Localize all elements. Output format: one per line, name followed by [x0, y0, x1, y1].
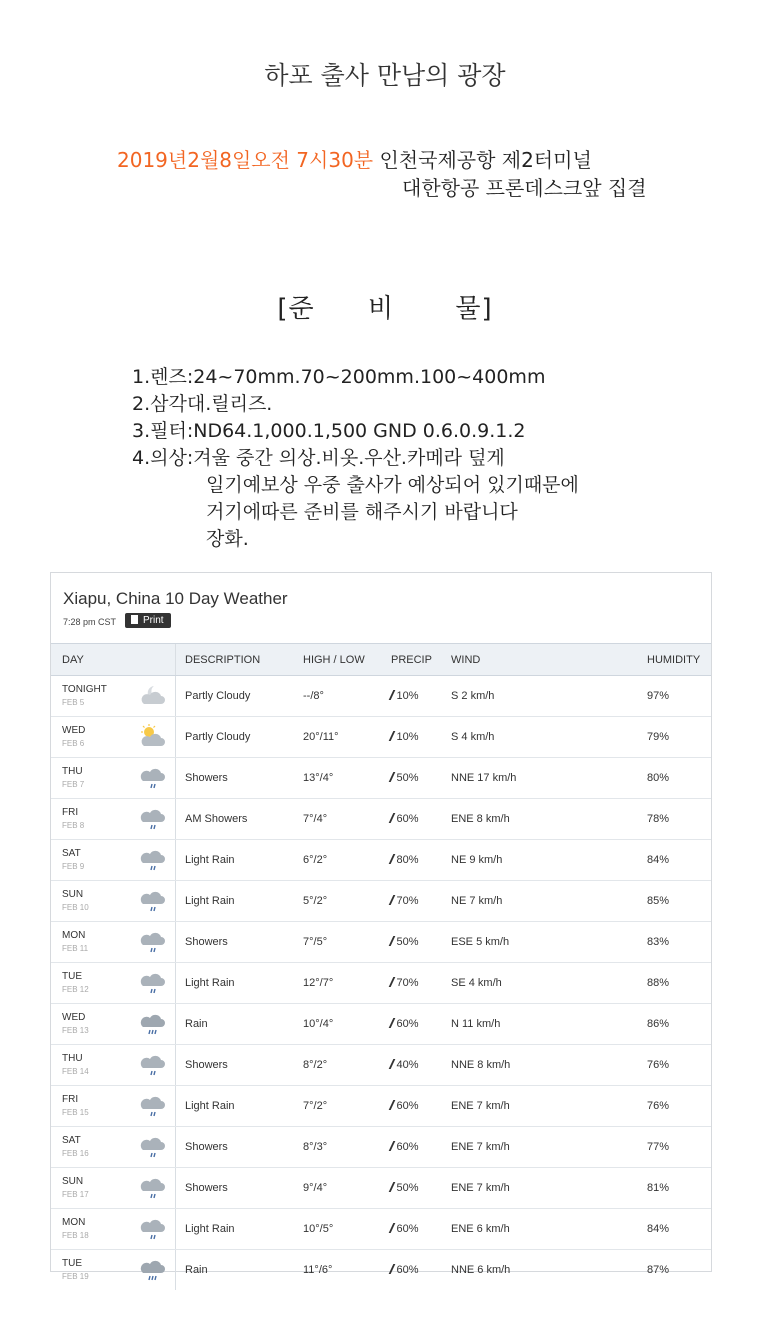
- table-row: [51, 963, 711, 1004]
- column-separator: [175, 644, 176, 675]
- high-temp: 9°: [303, 1182, 314, 1194]
- high-temp: 6°: [303, 854, 314, 866]
- low-temp: 8°: [313, 690, 324, 702]
- precip-value: 50%: [396, 1182, 419, 1194]
- weather-title: Xiapu, China 10 Day Weather: [63, 589, 288, 608]
- column-separator: [175, 1250, 176, 1290]
- humidity: 84%: [647, 854, 670, 866]
- humidity: 88%: [647, 977, 670, 989]
- wind: NNE 6 km/h: [451, 1264, 511, 1276]
- high-low: 7°/5°: [303, 936, 328, 948]
- meeting-place-line2: 대한항공 프론데스크앞 집결: [402, 176, 647, 200]
- precip-value: 70%: [396, 977, 419, 989]
- precip-icon: [389, 772, 395, 782]
- precip-icon: [389, 1018, 395, 1028]
- meeting-place-line1: 인천국제공항 제2터미널: [379, 148, 592, 172]
- precip: [391, 1018, 419, 1030]
- column-separator: [175, 1209, 176, 1249]
- precip-value: 60%: [396, 813, 419, 825]
- column-separator: [175, 676, 176, 716]
- humidity: 97%: [647, 690, 670, 702]
- humidity: 81%: [647, 1182, 670, 1194]
- high-low: 10°/4°: [303, 1018, 334, 1030]
- precip-value: 50%: [396, 936, 419, 948]
- precip-icon: [389, 1059, 395, 1069]
- col-high-low: HIGH / LOW: [303, 654, 365, 666]
- day-date: FEB 12: [62, 985, 89, 994]
- high-temp: 12°: [303, 977, 320, 989]
- print-label: Print: [143, 615, 164, 626]
- high-low: 12°/7°: [303, 977, 334, 989]
- wind: NNE 8 km/h: [451, 1059, 511, 1071]
- description: Showers: [185, 1141, 228, 1153]
- column-separator: [175, 758, 176, 798]
- high-temp: 10°: [303, 1223, 320, 1235]
- low-temp: 5°: [316, 936, 328, 948]
- precip-icon: [389, 895, 395, 905]
- day-date: FEB 17: [62, 1190, 89, 1199]
- day-date: FEB 9: [62, 862, 85, 871]
- day-date: FEB 10: [62, 903, 89, 912]
- day-date: FEB 15: [62, 1108, 89, 1117]
- table-row: [51, 1045, 711, 1086]
- humidity: 78%: [647, 813, 670, 825]
- humidity: 87%: [647, 1264, 670, 1276]
- precip: [391, 731, 419, 743]
- description: Light Rain: [185, 895, 235, 907]
- high-low: 13°/4°: [303, 772, 334, 784]
- precip-value: 80%: [396, 854, 419, 866]
- column-separator: [175, 1045, 176, 1085]
- high-low: 6°/2°: [303, 854, 328, 866]
- day-date: FEB 16: [62, 1149, 89, 1158]
- precip: [391, 690, 419, 702]
- precip-icon: [389, 1100, 395, 1110]
- wind: ENE 6 km/h: [451, 1223, 510, 1235]
- col-precip: PRECIP: [391, 654, 432, 666]
- precip-icon: [389, 1141, 395, 1151]
- high-temp: 13°: [303, 772, 320, 784]
- prep-note: 일기예보상 우중 출사가 예상되어 있기때문에: [206, 474, 579, 496]
- precip-value: 50%: [396, 772, 419, 784]
- column-separator: [175, 1168, 176, 1208]
- high-temp: 7°: [303, 936, 314, 948]
- weather-time: 7:28 pm CST: [63, 617, 117, 627]
- showers-icon: [138, 887, 168, 915]
- wind: N 11 km/h: [451, 1018, 501, 1030]
- precip: [391, 936, 419, 948]
- table-row: [51, 1168, 711, 1209]
- precip: [391, 977, 419, 989]
- precip-icon: [389, 1264, 395, 1274]
- high-temp: 8°: [303, 1141, 314, 1153]
- high-temp: 8°: [303, 1059, 314, 1071]
- precip: [391, 854, 419, 866]
- low-temp: 2°: [316, 854, 328, 866]
- high-temp: 11°: [303, 1264, 319, 1276]
- low-temp: 4°: [322, 772, 334, 784]
- day-date: FEB 6: [62, 739, 85, 748]
- day-name: WED: [62, 1012, 86, 1023]
- col-day: DAY: [62, 654, 84, 666]
- table-header: [51, 644, 711, 676]
- showers-icon: [138, 1133, 168, 1161]
- table-row: [51, 676, 711, 717]
- high-low: 20°/11°: [303, 731, 339, 743]
- prep-item: 3.필터:ND64.1,000.1,500 GND 0.6.0.9.1.2: [132, 420, 526, 442]
- prep-note: 거기에따른 준비를 해주시기 바랍니다: [206, 501, 518, 523]
- day-name: TUE: [62, 1258, 82, 1269]
- prep-item: 4.의상:겨울 중간 의상.비옷.우산.카메라 덮게: [132, 447, 505, 469]
- precip-icon: [389, 690, 395, 700]
- day-date: FEB 18: [62, 1231, 89, 1240]
- humidity: 79%: [647, 731, 670, 743]
- description: Showers: [185, 1059, 228, 1071]
- day-date: FEB 13: [62, 1026, 89, 1035]
- humidity: 80%: [647, 772, 670, 784]
- description: Partly Cloudy: [185, 731, 251, 743]
- high-low: 11°/6°: [303, 1264, 333, 1276]
- table-row: [51, 799, 711, 840]
- precip-icon: [389, 854, 395, 864]
- showers-icon: [138, 1051, 168, 1079]
- wind: ENE 7 km/h: [451, 1141, 510, 1153]
- showers-icon: [138, 1092, 168, 1120]
- wind: S 4 km/h: [451, 731, 495, 743]
- wind: NNE 17 km/h: [451, 772, 517, 784]
- table-row: [51, 1250, 711, 1290]
- day-name: FRI: [62, 807, 79, 818]
- precip-icon: [389, 977, 395, 987]
- high-temp: 5°: [303, 895, 314, 907]
- low-temp: 6°: [321, 1264, 333, 1276]
- precip-icon: [389, 1223, 395, 1233]
- humidity: 85%: [647, 895, 670, 907]
- table-row: [51, 840, 711, 881]
- wind: ENE 8 km/h: [451, 813, 510, 825]
- description: Showers: [185, 936, 228, 948]
- humidity: 83%: [647, 936, 670, 948]
- description: Light Rain: [185, 854, 235, 866]
- precip: [391, 1223, 419, 1235]
- precip-value: 60%: [396, 1223, 419, 1235]
- col-description: DESCRIPTION: [185, 654, 261, 666]
- high-low: 9°/4°: [303, 1182, 328, 1194]
- precip-value: 60%: [396, 1141, 419, 1153]
- precip: [391, 1182, 419, 1194]
- day-name: THU: [62, 1053, 83, 1064]
- day-name: SUN: [62, 1176, 84, 1187]
- high-low: 7°/2°: [303, 1100, 328, 1112]
- low-temp: 2°: [316, 1059, 328, 1071]
- high-temp: 7°: [303, 813, 314, 825]
- description: Light Rain: [185, 1100, 235, 1112]
- low-temp: 3°: [316, 1141, 328, 1153]
- showers-icon: [138, 846, 168, 874]
- weather-rows: [51, 676, 711, 1290]
- description: Light Rain: [185, 1223, 235, 1235]
- day-name: SAT: [62, 848, 81, 859]
- day-name: SAT: [62, 1135, 81, 1146]
- precip-value: 70%: [396, 895, 419, 907]
- description: Rain: [185, 1264, 208, 1276]
- precip-icon: [389, 731, 395, 741]
- prep-item: 1.렌즈:24~70mm.70~200mm.100~400mm: [132, 366, 546, 388]
- day-name: TUE: [62, 971, 82, 982]
- column-separator: [175, 840, 176, 880]
- wind: S 2 km/h: [451, 690, 495, 702]
- table-row: [51, 1086, 711, 1127]
- wind: ENE 7 km/h: [451, 1182, 510, 1194]
- low-temp: 5°: [322, 1223, 334, 1235]
- meeting-time: 2019년2월8일오전 7시30분: [117, 148, 374, 172]
- prep-title-part: [준: [277, 294, 315, 324]
- table-row: [51, 881, 711, 922]
- weather-header: [51, 573, 711, 644]
- table-row: [51, 922, 711, 963]
- rain-icon: [138, 1010, 168, 1038]
- day-name: TONIGHT: [62, 684, 107, 695]
- high-low: 8°/2°: [303, 1059, 328, 1071]
- wind: NE 9 km/h: [451, 854, 503, 866]
- column-separator: [175, 922, 176, 962]
- col-humidity: HUMIDITY: [647, 654, 701, 666]
- column-separator: [175, 1127, 176, 1167]
- day-name: SUN: [62, 889, 84, 900]
- high-temp: 20°: [303, 731, 320, 743]
- day-date: FEB 11: [62, 944, 89, 953]
- day-date: FEB 5: [62, 698, 85, 707]
- page-title: 하포 출사 만남의 광장: [264, 61, 506, 90]
- high-temp: 7°: [303, 1100, 314, 1112]
- precip-value: 60%: [396, 1100, 419, 1112]
- precip: [391, 772, 419, 784]
- rain-icon: [138, 1256, 168, 1284]
- description: AM Showers: [185, 813, 248, 825]
- table-row: [51, 717, 711, 758]
- column-separator: [175, 1086, 176, 1126]
- wind: SE 4 km/h: [451, 977, 502, 989]
- precip: [391, 1059, 419, 1071]
- table-row: [51, 758, 711, 799]
- day-name: FRI: [62, 1094, 79, 1105]
- precip-icon: [389, 936, 395, 946]
- high-temp: --: [303, 690, 311, 702]
- humidity: 86%: [647, 1018, 670, 1030]
- humidity: 84%: [647, 1223, 670, 1235]
- meeting-info: [117, 146, 647, 202]
- precip: [391, 813, 419, 825]
- low-temp: 4°: [316, 1182, 328, 1194]
- precip-value: 60%: [396, 1264, 419, 1276]
- description: Rain: [185, 1018, 208, 1030]
- day-date: FEB 14: [62, 1067, 89, 1076]
- precip: [391, 1264, 419, 1276]
- low-temp: 2°: [316, 895, 328, 907]
- description: Light Rain: [185, 977, 235, 989]
- table-row: [51, 1209, 711, 1250]
- high-low: 5°/2°: [303, 895, 328, 907]
- print-button[interactable]: [125, 613, 171, 628]
- day-date: FEB 19: [62, 1272, 89, 1281]
- table-row: [51, 1127, 711, 1168]
- showers-icon: [138, 928, 168, 956]
- day-name: MON: [62, 930, 86, 941]
- low-temp: 4°: [322, 1018, 334, 1030]
- high-temp: 10°: [303, 1018, 320, 1030]
- wind: ESE 5 km/h: [451, 936, 510, 948]
- day-date: FEB 7: [62, 780, 85, 789]
- day-name: THU: [62, 766, 83, 777]
- showers-icon: [138, 1215, 168, 1243]
- showers-icon: [138, 764, 168, 792]
- document-icon: [131, 615, 138, 624]
- high-low: 7°/4°: [303, 813, 328, 825]
- prep-title: [0, 288, 770, 325]
- showers-icon: [138, 969, 168, 997]
- column-separator: [175, 963, 176, 1003]
- column-separator: [175, 881, 176, 921]
- humidity: 76%: [647, 1100, 670, 1112]
- low-temp: 11°: [322, 731, 339, 743]
- wind: ENE 7 km/h: [451, 1100, 510, 1112]
- precip-value: 10%: [396, 731, 419, 743]
- precip: [391, 1141, 419, 1153]
- low-temp: 4°: [316, 813, 328, 825]
- precip-value: 40%: [396, 1059, 419, 1071]
- showers-icon: [138, 805, 168, 833]
- humidity: 76%: [647, 1059, 670, 1071]
- prep-title-part: 비: [367, 294, 395, 324]
- description: Showers: [185, 1182, 228, 1194]
- precip-icon: [389, 813, 395, 823]
- prep-list: [132, 364, 579, 553]
- day-name: WED: [62, 725, 86, 736]
- wind: NE 7 km/h: [451, 895, 503, 907]
- low-temp: 7°: [322, 977, 334, 989]
- col-wind: WIND: [451, 654, 481, 666]
- precip: [391, 895, 419, 907]
- column-separator: [175, 799, 176, 839]
- precip-value: 10%: [396, 690, 419, 702]
- showers-icon: [138, 1174, 168, 1202]
- precip-value: 60%: [396, 1018, 419, 1030]
- prep-item: 2.삼각대.릴리즈.: [132, 393, 273, 415]
- partly-cloudy-day-icon: [138, 723, 168, 751]
- high-low: 8°/3°: [303, 1141, 328, 1153]
- weather-widget: [50, 572, 712, 1281]
- low-temp: 2°: [316, 1100, 328, 1112]
- day-date: FEB 8: [62, 821, 85, 830]
- high-low: 10°/5°: [303, 1223, 334, 1235]
- table-row: [51, 1004, 711, 1045]
- column-separator: [175, 1004, 176, 1044]
- day-name: MON: [62, 1217, 86, 1228]
- humidity: 77%: [647, 1141, 670, 1153]
- partly-cloudy-night-icon: [138, 682, 168, 710]
- high-low: --/8°: [303, 690, 324, 702]
- description: Showers: [185, 772, 228, 784]
- column-separator: [175, 717, 176, 757]
- prep-title-part: 물]: [455, 294, 493, 324]
- description: Partly Cloudy: [185, 690, 251, 702]
- precip-icon: [389, 1182, 395, 1192]
- precip: [391, 1100, 419, 1112]
- prep-note: 장화.: [206, 528, 249, 550]
